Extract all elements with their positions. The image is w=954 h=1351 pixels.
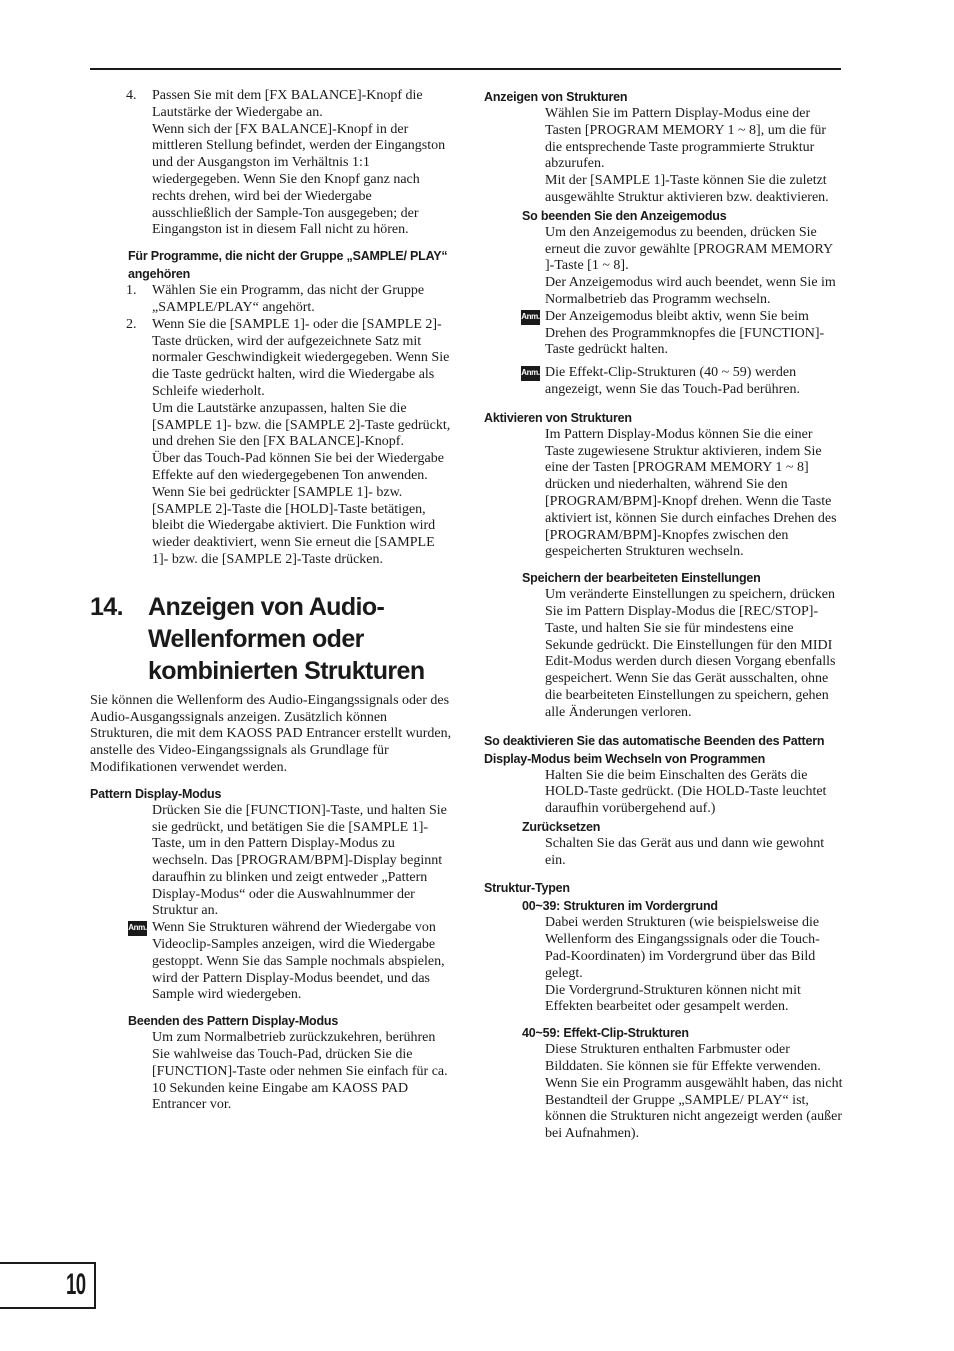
note-icon: Anm. xyxy=(128,921,147,936)
right-column xyxy=(484,88,844,1143)
step-number: 1. xyxy=(126,283,137,299)
section-intro: Sie können die Wellenform des Audio-Eingangssignals oder des Audio-Ausgangssignals anzeigen. Zusätzlich können Strukturen, die mit dem KAOSS PAD Entrancer erstellt wurden, anstelle des Video-Eingangssignals als Grundlage für Modifikationen verwendet werden. xyxy=(90,692,452,775)
foreground-heading: 00~39: Strukturen im Vordergrund xyxy=(522,899,718,914)
step-detail: Um die Lautstärke anzupassen, halten Sie die [SAMPLE 1]- bzw. die [SAMPLE 2]-Taste gedrückt, und drehen Sie den [FX BALANCE]-Knopf. xyxy=(152,400,451,450)
pattern-display-text: Drücken Sie die [FUNCTION]-Taste, und halten Sie sie gedrückt, und betätigen Sie die [SAMPLE 1]-Taste, um in den Pattern Display-Modus zu wechseln. Das [PROGRAM/BPM]-Display beginnt daraufhin zu blinken und zeigt entweder „Pattern Display-Modus“ oder die Auswahlnummer der Struktur an. xyxy=(152,802,447,919)
step-text: Wenn Sie die [SAMPLE 1]- oder die [SAMPLE 2]-Taste drücken, wird der aufgezeichnete Satz mit normaler Geschwindigkeit wiedergegeben. Wenn Sie die Taste gedrückt halten, wird die Wiedergabe als Schleife wiederholt. xyxy=(152,316,450,399)
show-structures-heading: Anzeigen von Strukturen xyxy=(484,90,628,104)
pattern-display-heading: Pattern Display-Modus xyxy=(90,786,222,801)
note-icon: Anm. xyxy=(521,310,540,325)
end-pattern-heading: Beenden des Pattern Display-Modus xyxy=(128,1014,339,1029)
effect-clip-text-2: Wenn Sie ein Programm ausgewählt haben, das nicht Bestandteil der Gruppe „SAMPLE/ PLAY“ ist, können die Strukturen nicht angezeigt werden (außer bei Aufnahmen). xyxy=(545,1075,843,1142)
section-number: 14. xyxy=(90,592,123,621)
section-title xyxy=(90,591,452,687)
note xyxy=(521,365,844,399)
note-text: Die Effekt-Clip-Strukturen (40 ~ 59) werden angezeigt, wenn Sie das Touch-Pad berühren. xyxy=(545,365,800,397)
page-number: 10 xyxy=(66,1268,86,1301)
list-item xyxy=(90,283,452,317)
end-display-text: Um den Anzeigemodus zu beenden, drücken Sie erneut die zuvor gewählte [PROGRAM MEMORY ]-Taste [1 ~ 8]. xyxy=(545,224,833,274)
save-settings-text: Um veränderte Einstellungen zu speichern, drücken Sie im Pattern Display-Modus die [REC/STOP]-Taste, und halten Sie sie für mindestens eine Sekunde gedrückt. Die Einstellungen für den MIDI Edit-Modus werden durch diesen Vorgang ebenfalls gespeichert. Wenn Sie das Gerät ausschalten, ohne die bearbeiteten Einstellungen zu speichern, gehen alle Änderungen verloren. xyxy=(545,587,836,720)
effect-clip-text: Diese Strukturen enthalten Farbmuster oder Bilddaten. Sie können sie für Effekte verwenden. xyxy=(545,1042,821,1075)
auto-end-heading: So deaktivieren Sie das automatische Beenden des Pattern Display-Modus beim Wechseln von Programmen xyxy=(484,733,825,766)
note xyxy=(521,308,844,359)
note xyxy=(128,920,452,1004)
step-number: 2. xyxy=(126,316,137,332)
show-structures-text: Wählen Sie im Pattern Display-Modus eine der Tasten [PROGRAM MEMORY 1 ~ 8], um die für die entsprechende Taste programmierte Struktur abzurufen. xyxy=(545,106,827,172)
reset-heading: Zurücksetzen xyxy=(522,819,601,834)
list-item xyxy=(90,317,452,569)
activate-structures-text: Im Pattern Display-Modus können Sie die einer Taste zugewiesene Struktur aktivieren, indem Sie eine der Tasten [PROGRAM MEMORY 1 ~ 8] drücken und niederhalten, während Sie den [PROGRAM/BPM]-Knopf drehen. Wenn die Taste aktiviert ist, können Sie durch einfaches Drehen des [PROGRAM/BPM]-Knopfes zwischen den gespeicherten Strukturen wechseln. xyxy=(545,426,837,560)
left-column xyxy=(90,88,452,1114)
step-number: 4. xyxy=(126,88,137,103)
end-display-text-2: Der Anzeigemodus wird auch beendet, wenn Sie im Normalbetrieb das Programm wechseln. xyxy=(545,275,836,307)
section-title-text: Anzeigen von Audio-Wellenformen oder kombinierten Strukturen xyxy=(148,592,425,685)
structure-types-heading: Struktur-Typen xyxy=(484,881,570,896)
foreground-text-2: Die Vordergrund-Strukturen können nicht mit Effekten bearbeitet oder gesampelt werden. xyxy=(545,982,801,1015)
end-display-heading: So beenden Sie den Anzeigemodus xyxy=(522,208,727,223)
step-detail: Über das Touch-Pad können Sie bei der Wiedergabe Effekte auf den wiedergegebenen Ton anwenden. xyxy=(152,451,444,483)
note-icon: Anm. xyxy=(521,366,540,381)
auto-end-text: Halten Sie die beim Einschalten des Geräts die HOLD-Taste gedrückt. (Die HOLD-Taste leuchtet daraufhin vorübergehend auf.) xyxy=(545,767,827,817)
step-detail: Wenn sich der [FX BALANCE]-Knopf in der mittleren Stellung befindet, werden der Eingangston und der Ausgangston im Verhältnis 1:1 wiedergegeben. Wenn Sie den Knopf ganz nach rechts drehen, wird bei der Wiedergabe ausschließlich der Sample-Ton ausgegeben; der Eingangston ist in diesem Fall nicht zu hören. xyxy=(152,121,446,238)
non-sample-heading: Für Programme, die nicht der Gruppe „SAMPLE/ PLAY“ angehören xyxy=(128,249,448,282)
show-structures-text-2: Mit der [SAMPLE 1]-Taste können Sie die zuletzt ausgewählte Struktur aktivieren bzw. deaktivieren. xyxy=(545,173,829,205)
step-text: Passen Sie mit dem [FX BALANCE]-Knopf die Lautstärke der Wiedergabe an. xyxy=(152,88,423,120)
step-text: Wählen Sie ein Programm, das nicht der Gruppe „SAMPLE/PLAY“ angehört. xyxy=(152,283,425,315)
header-rule xyxy=(90,68,841,70)
foreground-text: Dabei werden Strukturen (wie beispielsweise die Wellenform des Eingangssignals oder die Touch-Pad-Koordinaten) im Vordergrund über das Bild gelegt. xyxy=(545,915,820,981)
step-4 xyxy=(90,88,452,239)
note-text: Der Anzeigemodus bleibt aktiv, wenn Sie beim Drehen des Programmknopfes die [FUNCTION]-Taste gedrückt halten. xyxy=(545,308,825,358)
end-pattern-text: Um zum Normalbetrieb zurückzukehren, berühren Sie wahlweise das Touch-Pad, drücken Sie die [FUNCTION]-Taste oder nehmen Sie einfach für ca. 10 Sekunden keine Eingabe am KAOSS PAD Entrancer vor. xyxy=(152,1030,448,1113)
save-settings-heading: Speichern der bearbeiteten Einstellungen xyxy=(522,571,761,586)
activate-structures-heading: Aktivieren von Strukturen xyxy=(484,410,632,425)
effect-clip-heading: 40~59: Effekt-Clip-Strukturen xyxy=(522,1026,689,1041)
note-text: Wenn Sie Strukturen während der Wiedergabe von Videoclip-Samples anzeigen, wird die Wiedergabe gestoppt. Wenn Sie das Sample nochmals abspielen, wird der Pattern Display-Modus beendet, und das Sample wird wiedergeben. xyxy=(152,920,445,1003)
reset-text: Schalten Sie das Gerät aus und dann wie gewohnt ein. xyxy=(545,835,825,868)
step-detail: Wenn Sie bei gedrückter [SAMPLE 1]- bzw. [SAMPLE 2]-Taste die [HOLD]-Taste betätigen, bleibt die Wiedergabe aktiviert. Die Funktion wird wieder deaktiviert, wenn Sie erneut die [SAMPLE 1]- bzw. die [SAMPLE 2]-Taste drücken. xyxy=(152,484,436,567)
